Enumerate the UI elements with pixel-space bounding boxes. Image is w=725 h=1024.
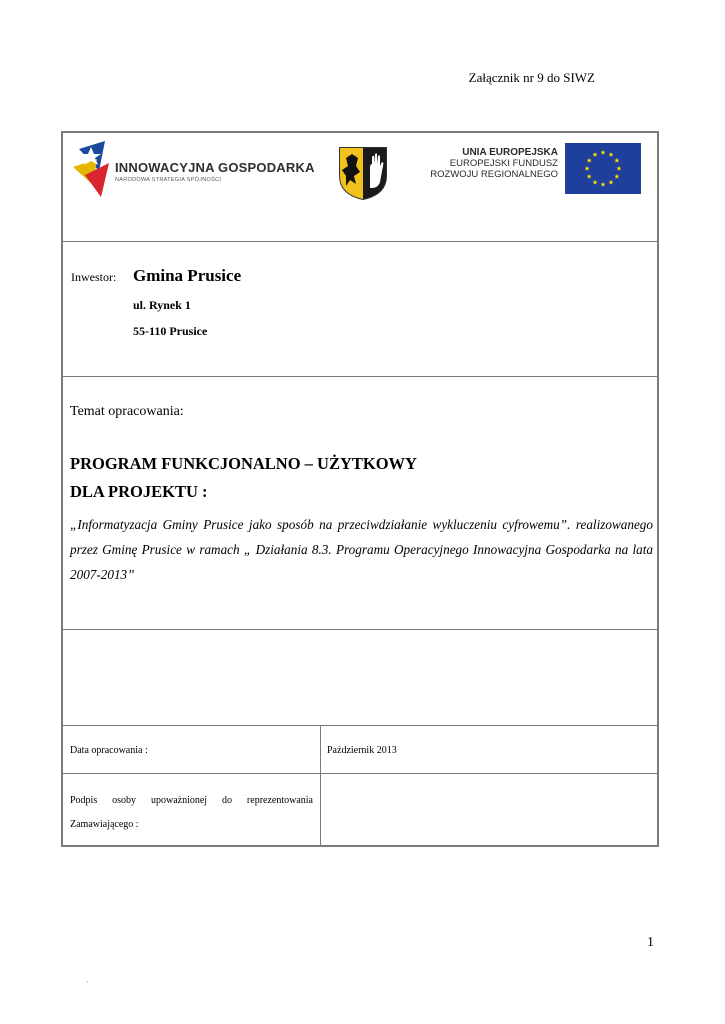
logo-bar: [63, 133, 657, 241]
topic-section: [63, 376, 657, 629]
date-row: [63, 725, 657, 773]
blank-section: [63, 629, 657, 725]
project-description: „Informatyzacja Gminy Prusice jako sposób na przeciwdziałanie wykluczeniu cyfrowemu”. realizowanego przez Gminę Prusice w ramach „ Działania 8.3. Programu Operacyjnego Innowacyjna Gospodarka na lata 2007-2013”: [70, 517, 653, 582]
signature-label: Podpis osoby upoważnionej do reprezentowania Zamawiającego :: [70, 795, 313, 830]
eu-text-line2: EUROPEJSKI FUNDUSZ: [449, 158, 558, 169]
page-number: 1: [647, 935, 654, 950]
program-subtitle: DLA PROJEKTU :: [70, 482, 208, 501]
title-page-frame: [61, 131, 659, 847]
annex-label: Załącznik nr 9 do SIWZ: [468, 70, 595, 85]
footer-mark: `: [86, 980, 89, 989]
date-value: Październik 2013: [327, 745, 397, 756]
table-column-divider: [320, 725, 321, 847]
ig-logo-title: INNOWACYJNA GOSPODARKA: [115, 160, 315, 175]
lower-silesia-crest-icon: [338, 146, 388, 200]
topic-label: Temat opracowania:: [70, 404, 184, 419]
investor-section: [63, 241, 657, 376]
ig-logo-subtitle: NARODOWA STRATEGIA SPÓJNOŚCI: [115, 177, 222, 183]
eu-text-line1: UNIA EUROPEJSKA: [462, 147, 558, 158]
investor-street: ul. Rynek 1: [133, 298, 191, 312]
investor-name: Gmina Prusice: [133, 266, 242, 285]
investor-label: Inwestor:: [71, 270, 117, 284]
eu-fund-text: [413, 147, 558, 180]
program-title: PROGRAM FUNKCJONALNO – UŻYTKOWY: [70, 454, 417, 473]
investor-city: 55-110 Prusice: [133, 324, 208, 338]
eu-text-line3: ROZWOJU REGIONALNEGO: [430, 169, 558, 180]
date-label: Data opracowania :: [70, 745, 148, 756]
eu-flag-icon: [565, 143, 641, 194]
signature-row: [63, 773, 657, 847]
